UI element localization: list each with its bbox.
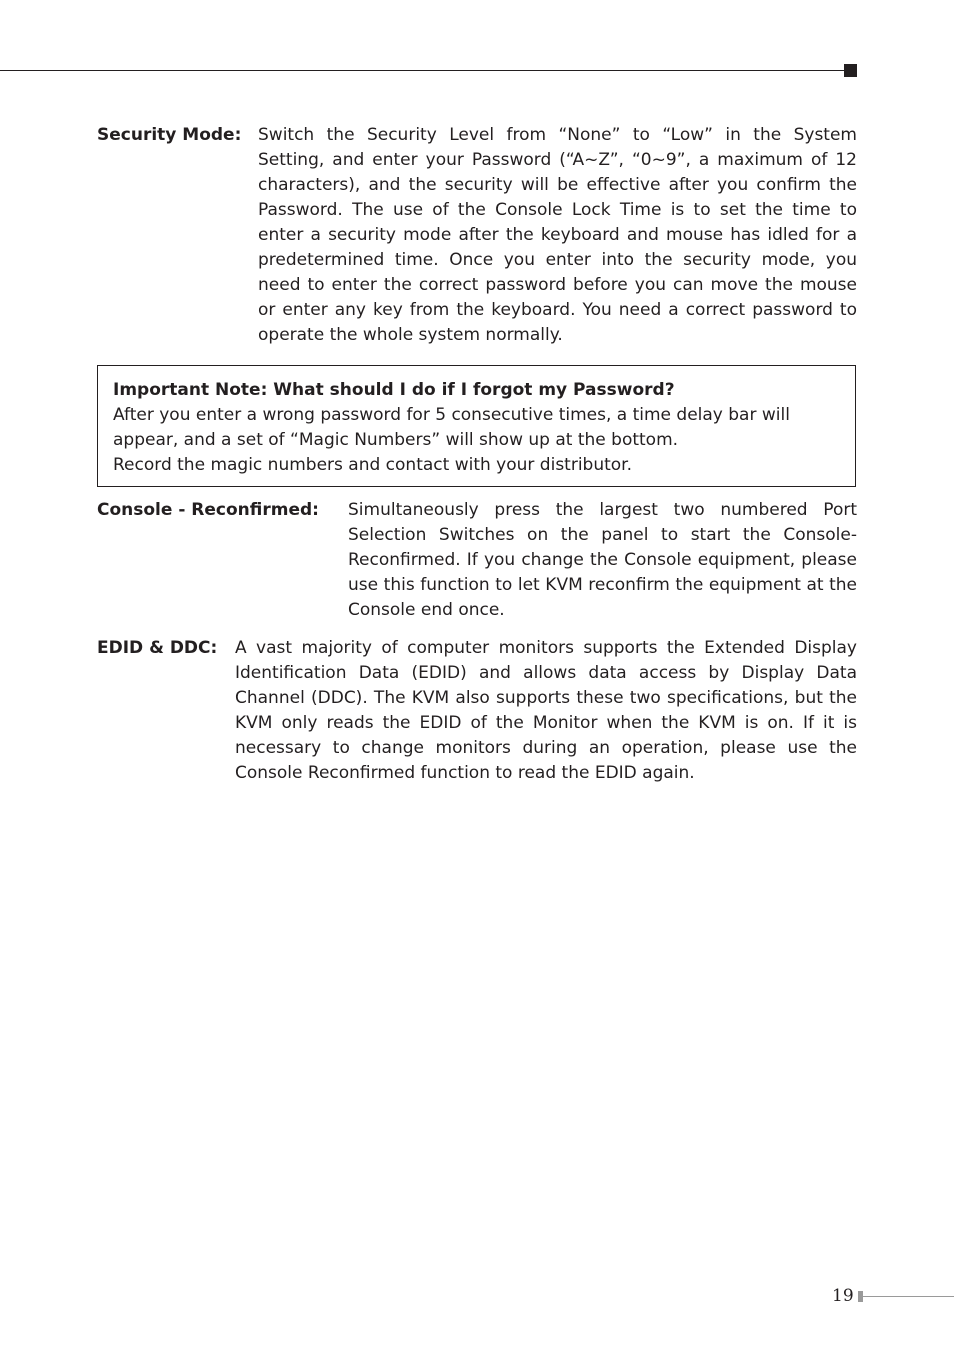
- important-note-title: Important Note: What should I do if I forgot my Password?: [113, 380, 675, 400]
- security-mode-description: Switch the Security Level from “None” to “Low” in the System Setting, and enter your Password (“A~Z”, “0~9”, a maximum of 12 characters), and the security will be effective after you confirm the Password. The use of the Console Lock Time is to set the time to enter a security mode after the keyboard and mouse has idled for a predetermined time. Once you enter into the security mode, you need to enter the correct password before you can move the mouse or enter any key from the keyboard. You need a correct password to operate the whole system normally.: [258, 125, 857, 345]
- console-reconfirmed-entry: [97, 498, 857, 623]
- footer-rule: [863, 1296, 954, 1297]
- security-mode-entry: [97, 123, 857, 348]
- important-note-line: After you enter a wrong password for 5 consecutive times, a time delay bar will appear, and a set of “Magic Numbers” will show up at the bottom.: [113, 405, 790, 450]
- edid-ddc-entry: [97, 636, 857, 786]
- important-note-box: [97, 365, 856, 487]
- page-number: 19: [832, 1286, 854, 1306]
- edid-ddc-term: EDID & DDC:: [97, 638, 218, 658]
- important-note-line: Record the magic numbers and contact with your distributor.: [113, 455, 633, 475]
- edid-ddc-description: A vast majority of computer monitors supports the Extended Display Identification Data (EDID) and allows data access by Display Data Channel (DDC). The KVM also supports these two specifications, but the KVM only reads the EDID of the Monitor when the KVM is on. If it is necessary to change monitors during an operation, please use the Console Reconfirmed function to read the EDID again.: [235, 638, 857, 783]
- header-rule: [0, 70, 846, 71]
- security-mode-term: Security Mode:: [97, 125, 242, 145]
- header-square-marker: [844, 64, 857, 77]
- console-reconfirmed-term: Console - Reconfirmed:: [97, 500, 319, 520]
- console-reconfirmed-description: Simultaneously press the largest two numbered Port Selection Switches on the panel to start the Console-Reconfirmed. If you change the Console equipment, please use this function to let KVM reconfirm the equipment at the Console end once.: [348, 500, 857, 620]
